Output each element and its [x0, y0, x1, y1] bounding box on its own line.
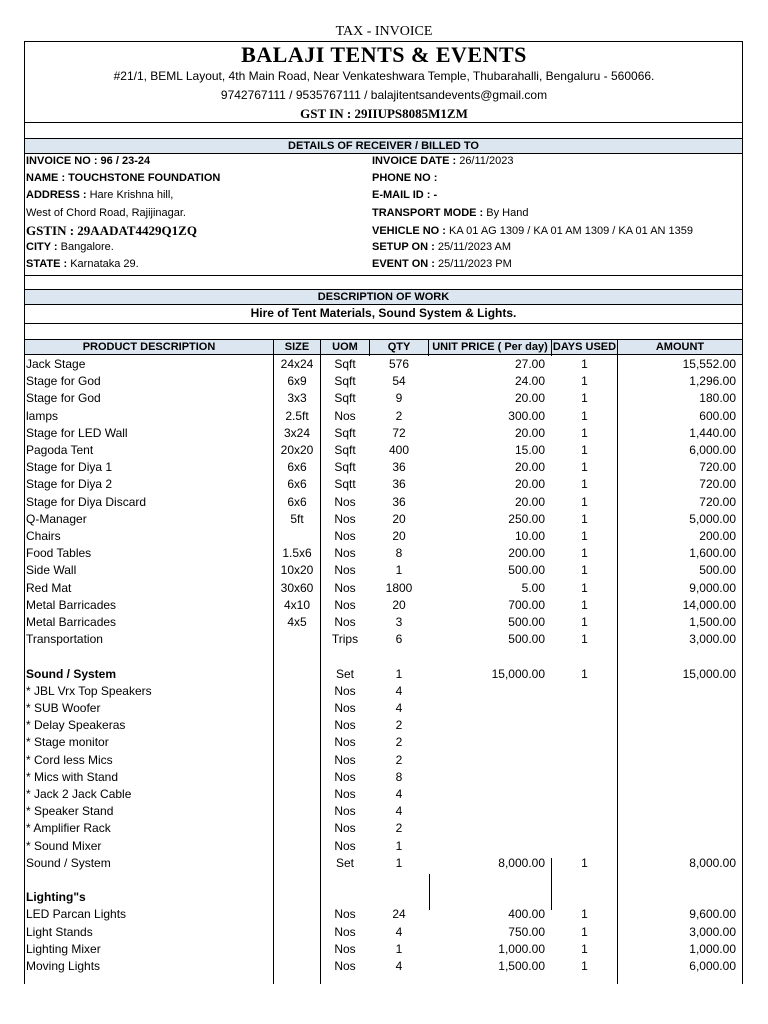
cell-desc: Sound / System: [26, 855, 111, 870]
cell-uom: Nos: [334, 494, 356, 509]
cell-uom: Nos: [334, 752, 356, 767]
field-label: EVENT ON :: [372, 258, 435, 270]
cell-days: 1: [581, 597, 588, 612]
field-value: KA 01 AG 1309 / KA 01 AM 1309 / KA 01 AN 1359: [445, 225, 694, 237]
cell-unit: 15.00: [514, 443, 545, 457]
cell-desc: Stage for Diya 2: [26, 477, 113, 492]
field-label: VEHICLE NO :: [372, 225, 446, 237]
cell-desc: Chairs: [26, 529, 61, 543]
cell-days: 1: [581, 374, 588, 389]
cell-qty: 1800: [385, 580, 413, 595]
cell-desc: * Speaker Stand: [26, 804, 114, 819]
cell-qty: 20: [392, 511, 406, 526]
cell-uom: Nos: [334, 580, 356, 595]
col-size: SIZE: [284, 341, 310, 353]
cell-size: 4x10: [283, 597, 311, 612]
cell-uom: Nos: [334, 804, 356, 819]
cell-days: 1: [581, 907, 588, 922]
receiver-field: [26, 207, 186, 219]
cell-amt: 15,000.00: [682, 666, 736, 681]
cell-qty: 4: [395, 787, 403, 801]
cell-amt: 9,600.00: [689, 907, 736, 922]
cell-uom: Sqft: [334, 374, 356, 389]
table-row: [0, 373, 768, 390]
table-row: [0, 769, 768, 786]
field-label: PHONE NO :: [372, 172, 438, 184]
table-header: [25, 339, 742, 355]
cell-days: 1: [581, 494, 588, 509]
field-value: 25/11/2023 PM: [434, 258, 512, 270]
table-row: [0, 906, 768, 923]
cell-size: 10x20: [280, 563, 314, 578]
table-row: [0, 924, 768, 941]
cell-uom: Nos: [334, 408, 356, 423]
cell-days: 1: [581, 529, 588, 543]
col-qty: QTY: [387, 341, 411, 353]
cell-qty: 20: [392, 529, 406, 543]
divider: [24, 323, 743, 324]
cell-uom: Trips: [331, 632, 359, 647]
cell-qty: 6: [395, 632, 403, 647]
table-row: [0, 425, 768, 442]
cell-unit: 24.00: [514, 374, 545, 389]
cell-qty: 72: [392, 425, 406, 440]
cell-desc: Sound / System: [26, 666, 117, 681]
work-description: Hire of Tent Materials, Sound System & Lights.: [250, 306, 517, 320]
cell-uom: Nos: [334, 563, 356, 578]
field-value: 25/11/2023 AM: [434, 241, 512, 253]
cell-desc: Jack Stage: [26, 357, 86, 371]
field-label: GSTIN : 29AADAT4429Q1ZQ: [26, 223, 197, 238]
cell-size: 30x60: [280, 580, 314, 595]
receiver-field: [26, 155, 150, 167]
cell-days: 1: [581, 425, 588, 440]
cell-amt: 8,000.00: [689, 855, 736, 870]
col-days-used: DAYS USED: [552, 341, 617, 353]
cell-days: 1: [581, 391, 588, 406]
cell-desc: Red Mat: [26, 580, 72, 595]
cell-desc: * JBL Vrx Top Speakers: [26, 683, 152, 698]
cell-days: 1: [581, 580, 588, 595]
table-row: [0, 941, 768, 958]
cell-amt: 180.00: [699, 391, 736, 406]
table-row: [0, 580, 768, 597]
cell-desc: * SUB Woofer: [26, 701, 101, 715]
cell-desc: * Mics with Stand: [26, 769, 119, 784]
table-row: [0, 889, 768, 906]
cell-amt: 5,000.00: [689, 511, 736, 526]
cell-uom: Sqft: [334, 443, 356, 457]
cell-unit: 20.00: [514, 494, 545, 509]
cell-days: 1: [581, 941, 588, 956]
cell-qty: 2: [395, 718, 403, 733]
field-label: SETUP ON :: [372, 241, 435, 253]
cell-uom: Nos: [334, 683, 356, 698]
cell-amt: 1,440.00: [689, 425, 736, 440]
cell-unit: 8,000.00: [498, 855, 545, 870]
cell-amt: 6,000.00: [689, 959, 736, 973]
cell-uom: Sqft: [334, 425, 356, 440]
cell-unit: 250.00: [508, 511, 545, 526]
table-row: [0, 597, 768, 614]
cell-unit: 27.00: [514, 357, 545, 371]
receiver-field: [372, 241, 511, 253]
receiver-field: [372, 207, 528, 219]
cell-days: 1: [581, 357, 588, 371]
cell-desc: * Sound Mixer: [26, 838, 102, 853]
cell-qty: 2: [395, 735, 403, 750]
receiver-field: [372, 155, 513, 167]
cell-qty: 8: [395, 769, 403, 784]
table-row: [0, 390, 768, 407]
cell-amt: 15,552.00: [682, 357, 736, 371]
cell-qty: 4: [395, 924, 403, 939]
cell-unit: 1,500.00: [498, 959, 545, 973]
cell-desc: lamps: [26, 408, 59, 423]
cell-qty: 20: [392, 597, 406, 612]
receiver-field: [372, 225, 693, 237]
cell-amt: 1,600.00: [689, 546, 736, 561]
cell-amt: 720.00: [699, 460, 736, 475]
table-row: [0, 648, 768, 665]
company-name: BALAJI TENTS & EVENTS: [241, 42, 527, 67]
cell-size: 24x24: [280, 357, 314, 371]
cell-qty: 1: [395, 855, 403, 870]
cell-qty: 1: [395, 941, 403, 956]
table-row: [0, 752, 768, 769]
cell-days: 1: [581, 666, 588, 681]
cell-uom: Nos: [334, 821, 356, 836]
table-row: [0, 476, 768, 493]
cell-unit: 5.00: [521, 580, 545, 595]
cell-amt: 14,000.00: [682, 597, 736, 612]
table-row: [0, 855, 768, 872]
cell-uom: Set: [335, 855, 354, 870]
cell-qty: 24: [392, 907, 406, 922]
cell-unit: 20.00: [514, 460, 545, 475]
cell-uom: Sqft: [334, 460, 356, 475]
cell-unit: 500.00: [508, 615, 545, 629]
field-value: By Hand: [483, 207, 529, 219]
cell-qty: 1: [395, 838, 403, 853]
cell-desc: Stage for God: [26, 391, 101, 406]
table-row: [0, 356, 768, 373]
cell-uom: Nos: [334, 769, 356, 784]
table-row: [0, 958, 768, 975]
cell-amt: 3,000.00: [689, 632, 736, 647]
field-label: STATE :: [26, 258, 68, 270]
field-label: ADDRESS :: [26, 189, 87, 201]
cell-size: 1.5x6: [282, 546, 312, 561]
cell-amt: 600.00: [699, 408, 736, 423]
field-value: West of Chord Road, Rajijinagar.: [26, 207, 186, 219]
divider: [24, 122, 743, 123]
field-value: Hare Krishna hill,: [86, 189, 174, 201]
field-label: INVOICE DATE :: [372, 155, 457, 167]
receiver-field: [372, 258, 512, 270]
cell-amt: 720.00: [699, 494, 736, 509]
cell-days: 1: [581, 615, 588, 629]
col-divider: [428, 339, 429, 356]
cell-days: 1: [581, 855, 588, 870]
field-label: E-MAIL ID : -: [372, 189, 438, 201]
cell-unit: 500.00: [508, 632, 545, 647]
cell-desc: Lighting"s: [26, 890, 86, 905]
document-title: TAX - INVOICE: [335, 24, 433, 39]
cell-amt: 200.00: [699, 529, 736, 543]
cell-unit: 20.00: [514, 391, 545, 406]
field-label: CITY :: [26, 241, 58, 253]
cell-days: 1: [581, 460, 588, 475]
cell-desc: * Cord less Mics: [26, 752, 113, 767]
cell-desc: Light Stands: [26, 924, 93, 939]
cell-size: 5ft: [290, 511, 304, 526]
table-row: [0, 803, 768, 820]
cell-unit: 15,000.00: [491, 666, 545, 681]
cell-amt: 6,000.00: [689, 443, 736, 457]
cell-size: 4x5: [287, 615, 307, 629]
cell-days: 1: [581, 924, 588, 939]
cell-amt: 3,000.00: [689, 924, 736, 939]
table-row: [0, 408, 768, 425]
cell-desc: * Amplifier Rack: [26, 821, 111, 836]
cell-qty: 576: [388, 357, 410, 371]
cell-desc: Pagoda Tent: [26, 443, 94, 457]
cell-uom: Sqft: [334, 357, 356, 371]
cell-qty: 36: [392, 494, 406, 509]
cell-uom: Nos: [334, 529, 356, 543]
table-row: [0, 459, 768, 476]
receiver-field: [26, 258, 139, 270]
col-product-description: PRODUCT DESCRIPTION: [82, 341, 216, 353]
cell-unit: 700.00: [508, 597, 545, 612]
cell-days: 1: [581, 408, 588, 423]
receiver-heading: DETAILS OF RECEIVER / BILLED TO: [25, 138, 742, 154]
cell-days: 1: [581, 632, 588, 647]
field-label: NAME : TOUCHSTONE FOUNDATION: [26, 172, 221, 184]
company-gstin: GST IN : 29IIUPS8085M1ZM: [300, 106, 468, 121]
col-uom: UOM: [332, 341, 358, 353]
cell-unit: 500.00: [508, 563, 545, 578]
cell-desc: LED Parcan Lights: [26, 907, 127, 922]
cell-unit: 400.00: [508, 907, 545, 922]
cell-qty: 54: [392, 374, 406, 389]
cell-uom: Set: [335, 666, 354, 681]
cell-size: 3x24: [283, 425, 311, 440]
cell-days: 1: [581, 477, 588, 492]
cell-amt: 500.00: [699, 563, 736, 578]
cell-desc: Lighting Mixer: [26, 941, 101, 956]
receiver-field: [372, 172, 437, 184]
table-row: [0, 786, 768, 803]
cell-uom: Nos: [334, 546, 356, 561]
cell-qty: 1: [395, 563, 403, 578]
cell-size: 6x6: [287, 460, 307, 475]
cell-uom: Nos: [334, 941, 356, 956]
cell-desc: * Stage monitor: [26, 735, 109, 750]
cell-desc: Food Tables: [26, 546, 92, 561]
cell-size: 6x6: [287, 477, 307, 492]
table-row: [0, 872, 768, 889]
col-divider: [369, 339, 370, 356]
table-row: [0, 734, 768, 751]
field-value: Karnataka 29.: [67, 258, 139, 270]
cell-desc: Moving Lights: [26, 959, 101, 973]
cell-desc: Side Wall: [26, 563, 77, 578]
company-address: #21/1, BEML Layout, 4th Main Road, Near Venkateshwara Temple, Thubarahalli, Bengaluru - 560066.: [113, 69, 655, 83]
cell-uom: Sqtt: [334, 477, 356, 492]
cell-size: 6x6: [287, 494, 307, 509]
cell-days: 1: [581, 959, 588, 973]
field-label: TRANSPORT MODE :: [372, 207, 484, 219]
cell-desc: Stage for God: [26, 374, 101, 389]
cell-desc: * Jack 2 Jack Cable: [26, 787, 132, 801]
table-row: [0, 614, 768, 631]
table-row: [0, 545, 768, 562]
cell-amt: 1,000.00: [689, 941, 736, 956]
receiver-field: [26, 189, 173, 201]
cell-qty: 2: [395, 821, 403, 836]
cell-desc: Metal Barricades: [26, 597, 117, 612]
cell-uom: Nos: [334, 718, 356, 733]
cell-uom: Nos: [334, 787, 356, 801]
cell-size: 20x20: [280, 443, 314, 457]
table-row: [0, 838, 768, 855]
field-value: Bangalore.: [57, 241, 114, 253]
cell-qty: 4: [395, 959, 403, 973]
cell-amt: 9,000.00: [689, 580, 736, 595]
cell-days: 1: [581, 563, 588, 578]
cell-unit: 20.00: [514, 425, 545, 440]
cell-unit: 200.00: [508, 546, 545, 561]
cell-desc: Stage for Diya Discard: [26, 494, 147, 509]
cell-uom: Nos: [334, 735, 356, 750]
cell-uom: Nos: [334, 907, 356, 922]
table-row: [0, 717, 768, 734]
cell-amt: 1,296.00: [689, 374, 736, 389]
cell-qty: 8: [395, 546, 403, 561]
cell-qty: 3: [395, 615, 403, 629]
divider: [24, 275, 743, 276]
receiver-field: [372, 189, 437, 201]
cell-uom: Nos: [334, 615, 356, 629]
table-row: [0, 683, 768, 700]
cell-days: 1: [581, 546, 588, 561]
field-label: INVOICE NO : 96 / 23-24: [26, 155, 151, 167]
table-row: [0, 631, 768, 648]
cell-uom: Nos: [334, 597, 356, 612]
field-value: 26/11/2023: [456, 155, 514, 167]
cell-desc: Stage for LED Wall: [26, 425, 128, 440]
col-divider: [551, 339, 552, 356]
cell-uom: Nos: [334, 924, 356, 939]
table-row: [0, 442, 768, 459]
table-row: [0, 666, 768, 683]
table-row: [0, 820, 768, 837]
receiver-field: [26, 172, 220, 184]
cell-unit: 750.00: [508, 924, 545, 939]
company-contact: 9742767111 / 9535767111 / balajitentsandevents@gmail.com: [220, 88, 548, 102]
table-row: [0, 528, 768, 545]
cell-desc: Stage for Diya 1: [26, 460, 113, 475]
cell-unit: 10.00: [514, 529, 545, 543]
cell-desc: Q-Manager: [26, 511, 87, 526]
cell-unit: 300.00: [508, 408, 545, 423]
table-row: [0, 562, 768, 579]
cell-uom: Nos: [334, 959, 356, 973]
col-amount: AMOUNT: [655, 341, 705, 353]
cell-qty: 9: [395, 391, 403, 406]
receiver-field: [26, 223, 197, 239]
cell-qty: 36: [392, 460, 406, 475]
cell-qty: 4: [395, 804, 403, 819]
cell-days: 1: [581, 511, 588, 526]
cell-size: 6x9: [287, 374, 307, 389]
cell-qty: 4: [395, 701, 403, 715]
cell-qty: 4: [395, 683, 403, 698]
work-heading: DESCRIPTION OF WORK: [25, 289, 742, 305]
cell-desc: Transportation: [26, 632, 103, 647]
cell-qty: 1: [395, 666, 403, 681]
cell-uom: Nos: [334, 701, 356, 715]
cell-days: 1: [581, 443, 588, 457]
col-unit-price: UNIT PRICE ( Per day): [432, 341, 548, 353]
cell-qty: 2: [395, 752, 403, 767]
cell-unit: 20.00: [514, 477, 545, 492]
cell-size: 3x3: [287, 391, 307, 406]
cell-desc: * Delay Speakeras: [26, 718, 126, 733]
cell-qty: 2: [395, 408, 403, 423]
cell-qty: 400: [388, 443, 410, 457]
table-row: [0, 700, 768, 717]
cell-size: 2.5ft: [285, 408, 309, 423]
table-row: [0, 511, 768, 528]
cell-amt: 1,500.00: [689, 615, 736, 629]
table-row: [0, 494, 768, 511]
cell-uom: Nos: [334, 838, 356, 853]
cell-amt: 720.00: [699, 477, 736, 492]
cell-uom: Nos: [334, 511, 356, 526]
cell-desc: Metal Barricades: [26, 615, 117, 629]
receiver-field: [26, 241, 114, 253]
cell-qty: 36: [392, 477, 406, 492]
cell-unit: 1,000.00: [498, 941, 545, 956]
cell-uom: Sqft: [334, 391, 356, 406]
